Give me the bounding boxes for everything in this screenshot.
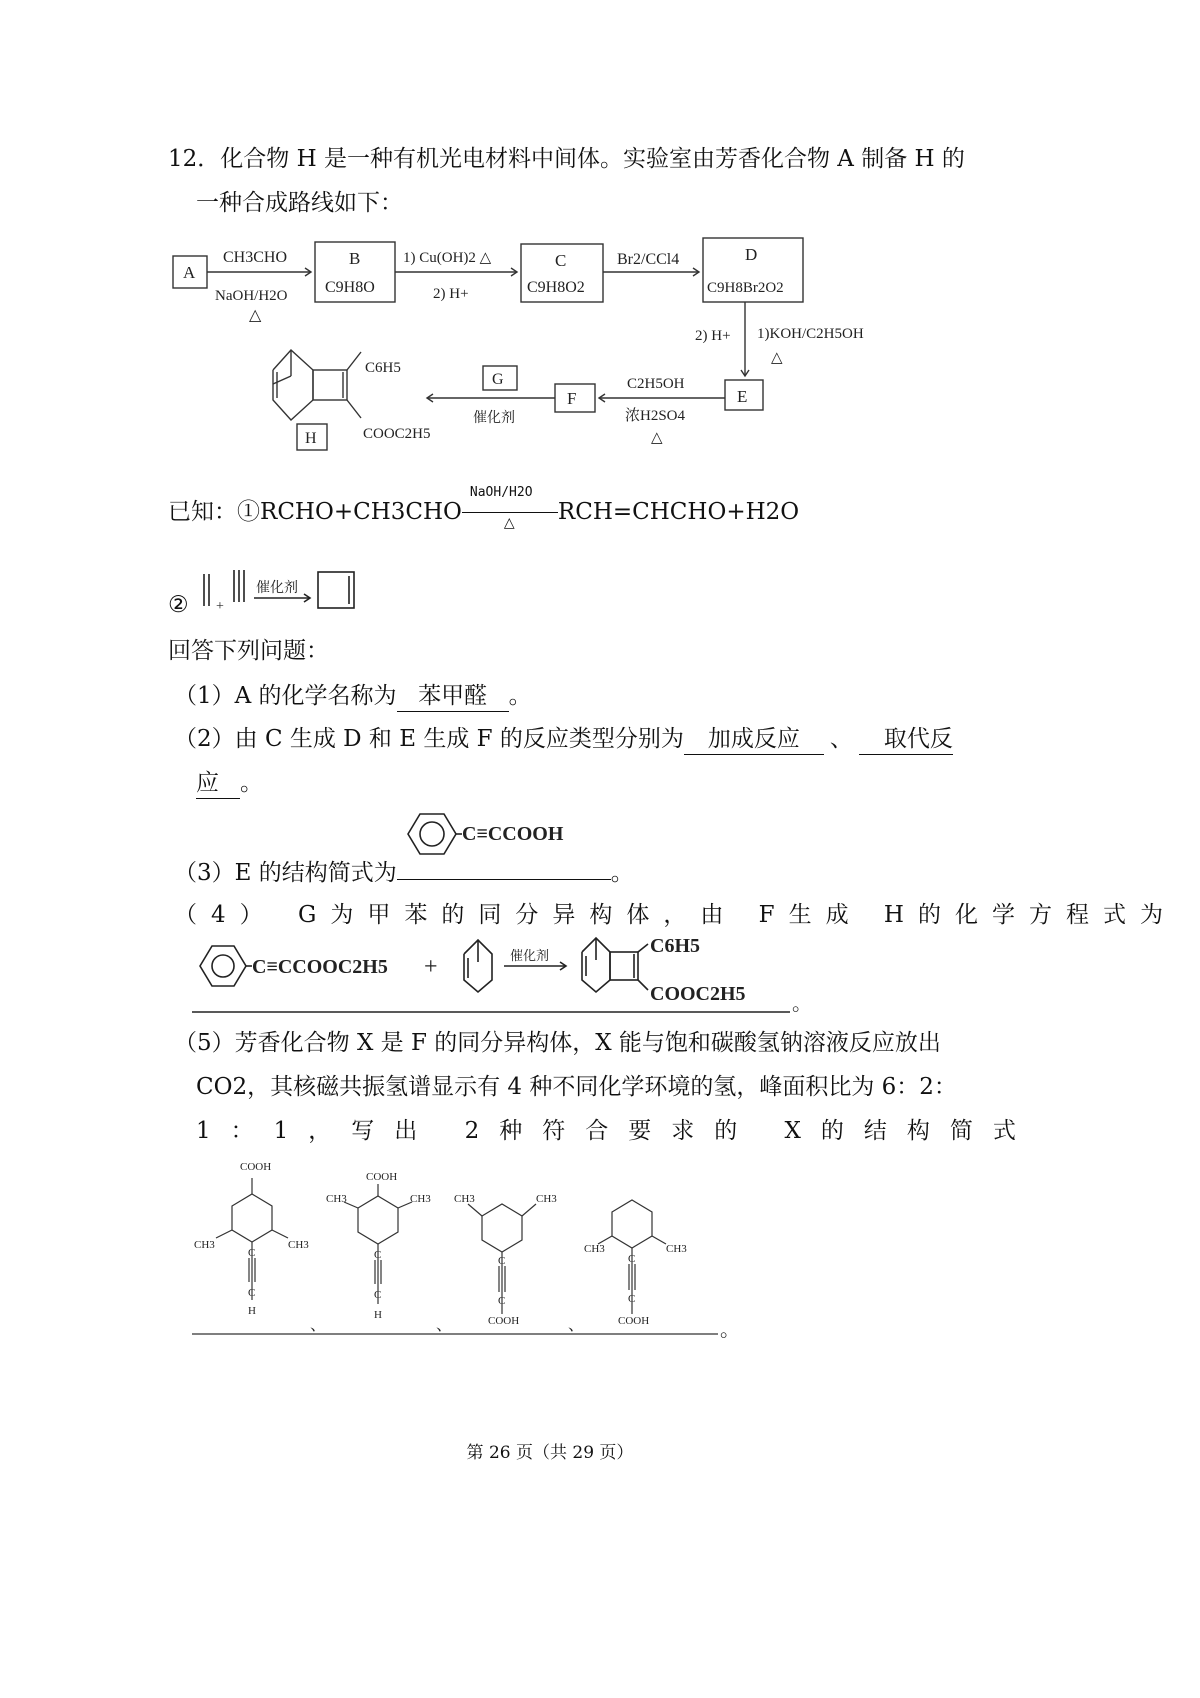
q5-suffix: 。 [720,1319,740,1341]
box-H-label: H [305,430,317,447]
s3-c1: C [498,1255,506,1267]
q3-suffix: 。 [610,860,634,886]
q5-line2: CO2，其核磁共振氢谱显示有 4 种不同化学环境的氢，峰面积比为 6：2： [196,1074,957,1100]
q2-answer2a: 取代反 [859,724,953,755]
s2-c1: C [374,1249,382,1261]
box-B-label: B [349,249,361,268]
q4-line: （4） G为甲苯的同分异构体，由 F生成 H的化学方程式为 [174,902,1177,928]
q3-prefix: （3）E 的结构简式为 [174,860,397,886]
q2-sep: 、 [829,726,853,752]
cond-AB-bottom: NaOH/H2O [215,288,288,304]
known-catalyst: 催化剂 [256,581,298,596]
q5-sep-1: 、 [310,1317,327,1334]
s1-c1: C [248,1247,256,1259]
q4-prod-COOC2H5: COOC2H5 [650,983,746,1005]
known-item2-marker: ② [168,592,189,618]
delta-AB: △ [249,307,262,324]
cond-EF-bottom: 浓H2SO4 [625,408,686,424]
s4-c1: C [628,1253,636,1265]
q2-answer2b: 应 [196,768,240,799]
s4-ch3-right: CH3 [666,1243,687,1255]
q2-answer1: 加成反应 [684,724,824,755]
q4-prod-C6H5: C6H5 [650,935,700,957]
s1-cooh: COOH [240,1161,272,1173]
known-arrow-bottom: △ [503,515,515,531]
box-D-label: D [745,245,758,264]
box-C-formula: C9H8O2 [527,279,585,296]
q5-line1: （5）芳香化合物 X 是 F 的同分异构体，X 能与饱和碳酸氢钠溶液反应放出 [174,1030,941,1056]
s1-h: H [248,1305,256,1317]
s3-cooh: COOH [488,1315,520,1327]
q3-structure [398,806,588,862]
known-plus: + [216,599,224,614]
cond-EF-top: C2H5OH [627,376,685,392]
q1-answer: 苯甲醛 [397,681,509,712]
delta-DE: △ [771,350,783,366]
box-G-label: G [492,371,504,388]
q1-suffix: 。 [508,683,532,709]
known-reaction-2 [194,566,374,616]
q4-suffix: 。 [792,993,812,1014]
s1-c2: C [248,1287,256,1299]
s1-ch3-right: CH3 [288,1239,309,1251]
question-stem-line1 [168,144,965,174]
q4-catalyst: 催化剂 [510,948,550,963]
q5-line3: 1：1，写出 2种符合要求的 X的结构简式 [196,1118,1036,1144]
q5-sep-2: 、 [436,1317,453,1334]
q3-structure-text: C≡CCOOH [462,823,564,845]
s4-c2: C [628,1293,636,1305]
cond-DE-left: 2) H+ [695,328,731,344]
q1-prefix: （1）A 的化学名称为 [174,683,397,709]
box-E-label: E [737,387,748,406]
s3-ch3-left: CH3 [454,1193,475,1205]
q5-structures [192,1152,752,1342]
s2-ch3-right: CH3 [410,1193,431,1205]
H-sub-COOC2H5: COOC2H5 [363,426,431,442]
H-sub-C6H5: C6H5 [365,360,401,376]
s2-ch3-left: CH3 [326,1193,347,1205]
known-arrow-top: NaOH/H2O [469,485,533,500]
s3-c2: C [498,1295,506,1307]
known-reaction-1 [168,485,800,531]
stem-text: 化合物 H 是一种有机光电材料中间体。实验室由芳香化合物 A 制备 H 的 [220,146,965,172]
s4-ch3-left: CH3 [584,1243,605,1255]
cond-CD: Br2/CCl4 [617,251,680,268]
delta-EF: △ [651,430,663,446]
cond-FH: 催化剂 [473,411,515,426]
known-reactant: 已知：①RCHO+CH3CHO [168,499,462,525]
s3-ch3-right: CH3 [536,1193,557,1205]
q4-reactant: C≡CCOOC2H5 [252,956,388,978]
s1-ch3-left: CH3 [194,1239,215,1251]
q2-prefix: （2）由 C 生成 D 和 E 生成 F 的反应类型分别为 [174,726,684,752]
known-arrow-line [462,512,558,513]
known-arrow [462,485,558,531]
answers-intro: 回答下列问题： [168,638,329,664]
q4-equation [192,930,812,1014]
q2-line2 [196,768,263,799]
question-number: 12． [168,146,221,172]
q2-suffix: 。 [240,770,263,796]
q3-line [174,858,634,888]
q3-answer-blank [397,879,611,880]
known-product: RCH=CHCHO+H2O [557,499,800,525]
box-C-label: C [555,251,567,270]
s2-cooh: COOH [366,1171,398,1183]
cond-AB-top: CH3CHO [223,249,288,266]
cond-BC-bottom: 2) H+ [433,286,469,302]
box-A-label: A [183,263,196,282]
cond-BC-top: 1) Cu(OH)2 △ [403,250,492,266]
q2-line [174,724,953,755]
box-D-formula: C9H8Br2O2 [707,280,784,296]
cond-DE-right: 1)KOH/C2H5OH [757,326,864,342]
s2-h: H [374,1309,382,1321]
q5-sep-3: 、 [568,1317,585,1334]
q1-line [174,681,532,712]
box-B-formula: C9H8O [325,279,375,296]
synthesis-scheme [165,232,905,467]
s4-cooh: COOH [618,1315,650,1327]
page-footer: 第 26 页（共 29 页） [466,1443,634,1463]
question-stem-line2: 一种合成路线如下： [196,190,403,216]
s2-c2: C [374,1289,382,1301]
q4-plus: + [424,954,438,980]
box-F-label: F [567,389,577,408]
